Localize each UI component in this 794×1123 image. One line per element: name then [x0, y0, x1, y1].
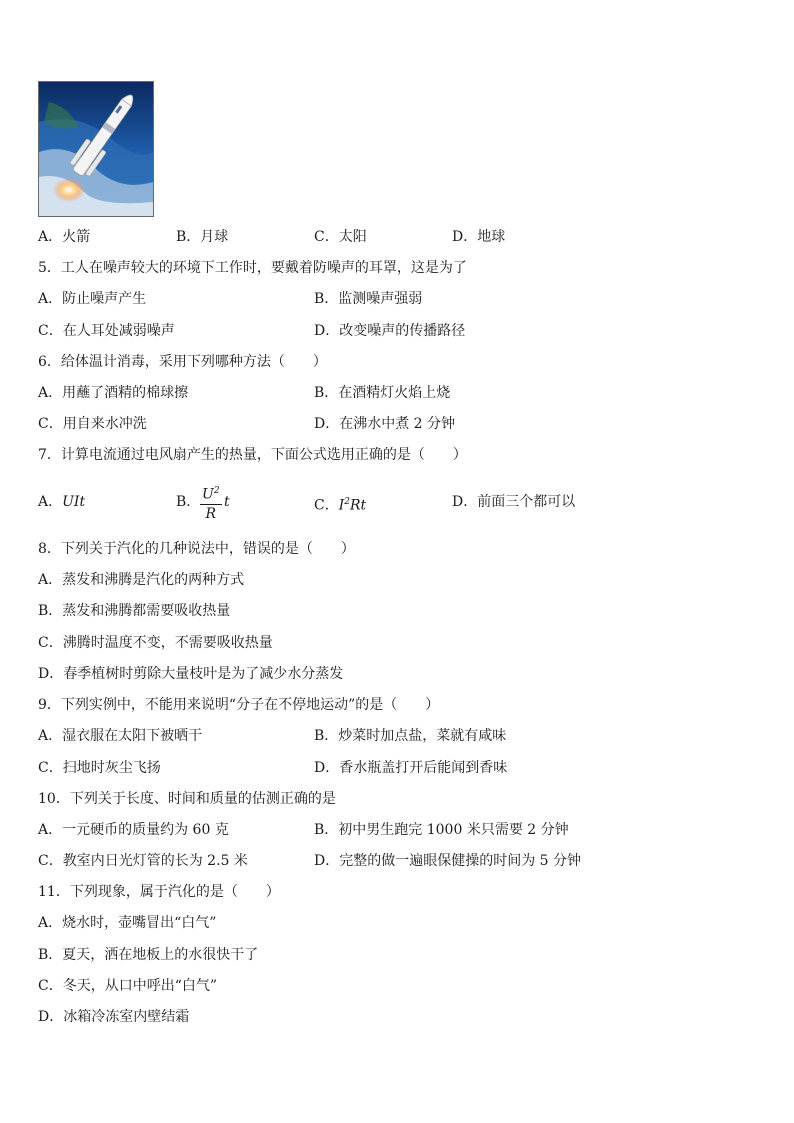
q7-option-c-exponent: 2 — [344, 497, 350, 507]
rocket-photo — [38, 81, 154, 217]
q4-option-b: B．月球 — [176, 229, 229, 245]
q8-stem: 8．下列关于汽化的几种说法中，错误的是（ ） — [38, 541, 355, 557]
q10-option-c: C．教室内日光灯管的长为 2.5 米 — [38, 853, 248, 869]
q8-option-d: D．春季植树时剪除大量枝叶是为了减少水分蒸发 — [38, 666, 344, 682]
q11-option-c: C．冬天，从口中呼出“白气” — [38, 978, 218, 994]
q6-stem: 6．给体温计消毒，采用下列哪种方法（ ） — [38, 354, 327, 370]
q10-option-a: A．一元硬币的质量约为 60 克 — [38, 822, 229, 838]
q6-option-c: C．用自来水冲洗 — [38, 416, 147, 432]
q4-option-c: C．太阳 — [314, 229, 367, 245]
q11-option-a: A．烧水时，壶嘴冒出“白气” — [38, 915, 217, 931]
q11-option-d: D．冰箱冷冻室内壁结霜 — [38, 1009, 190, 1025]
q7-option-b-label: B． — [176, 494, 201, 510]
q8-option-a: A．蒸发和沸腾是汽化的两种方式 — [38, 572, 245, 588]
q7-option-a-label: A． — [38, 494, 63, 510]
q4-option-d: D．地球 — [452, 229, 506, 245]
q7-option-c — [314, 492, 366, 516]
q5-option-d: D．改变噪声的传播路径 — [314, 323, 466, 339]
q6-option-a: A．用蘸了酒精的棉球擦 — [38, 385, 189, 401]
q9-option-b: B．炒菜时加点盐，菜就有咸味 — [314, 728, 507, 744]
q7-option-d: D．前面三个都可以 — [452, 494, 576, 510]
q11-stem: 11．下列现象，属于汽化的是（ ） — [38, 884, 280, 900]
q5-option-a: A．防止噪声产生 — [38, 291, 147, 307]
q10-stem: 10．下列关于长度、时间和质量的估测正确的是 — [38, 791, 336, 807]
q6-option-b: B．在酒精灯火焰上烧 — [314, 385, 451, 401]
q8-option-c: C．沸腾时温度不变，不需要吸收热量 — [38, 635, 273, 651]
q7-option-a — [38, 492, 85, 512]
q5-stem: 5．工人在噪声较大的环境下工作时，要戴着防噪声的耳罩，这是为了 — [38, 260, 467, 276]
q7-option-b-denominator: R — [205, 505, 217, 522]
q5-option-b: B．监测噪声强弱 — [314, 291, 423, 307]
q4-option-a: A．火箭 — [38, 229, 91, 245]
q7-stem: 7．计算电流通过电风扇产生的热量，下面公式选用正确的是（ ） — [38, 447, 467, 463]
q7-option-a-formula: UIt — [62, 494, 86, 510]
q6-option-d: D．在沸水中煮 2 分钟 — [314, 416, 456, 432]
q11-option-b: B．夏天，洒在地板上的水很快干了 — [38, 947, 259, 963]
q5-option-c: C．在人耳处减弱噪声 — [38, 323, 175, 339]
q9-option-d: D．香水瓶盖打开后能闻到香味 — [314, 760, 508, 776]
q7-option-b-numerator: U — [202, 486, 214, 503]
q10-option-b: B．初中男生跑完 1000 米只需要 2 分钟 — [314, 822, 569, 838]
q7-option-b-t: t — [224, 494, 230, 510]
q9-option-a: A．湿衣服在太阳下被晒干 — [38, 728, 203, 744]
q7-option-c-label: C． — [314, 497, 339, 514]
q7-option-c-rest: Rt — [349, 497, 367, 514]
q9-option-c: C．扫地时灰尘飞扬 — [38, 760, 161, 776]
q10-option-d: D．完整的做一遍眼保健操的时间为 5 分钟 — [314, 853, 582, 869]
q7-option-c-i: I — [338, 497, 345, 514]
q8-option-b: B．蒸发和沸腾都需要吸收热量 — [38, 603, 231, 619]
q7-option-b-fraction — [200, 482, 222, 523]
q9-stem: 9．下列实例中，不能用来说明“分子在不停地运动”的是（ ） — [38, 697, 440, 713]
q7-option-b-exponent: 2 — [213, 486, 220, 496]
